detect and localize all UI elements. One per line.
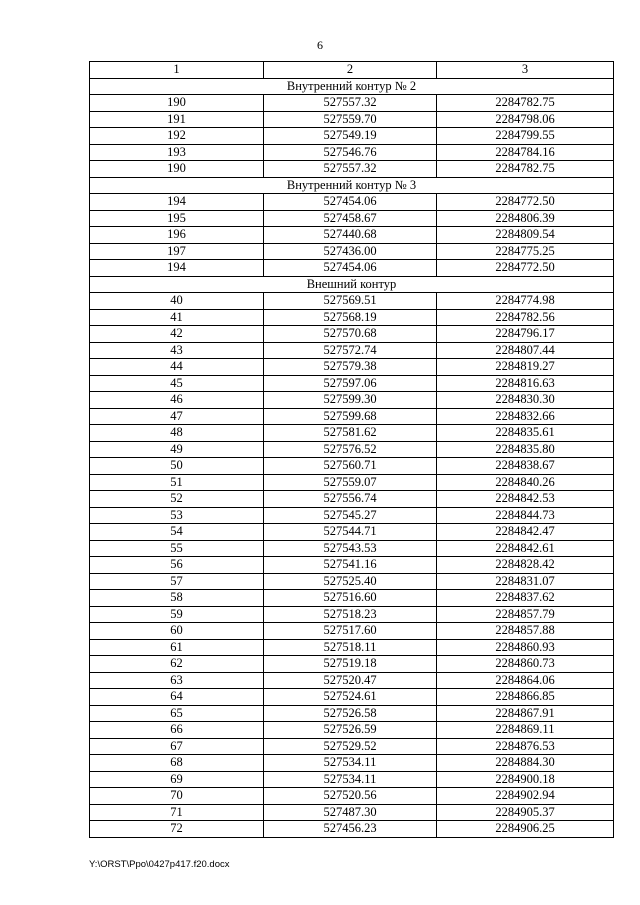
y-coordinate-cell: 2284832.66 — [437, 408, 614, 425]
point-number-cell: 191 — [90, 111, 264, 128]
y-coordinate-cell: 2284782.56 — [437, 309, 614, 326]
y-coordinate-cell: 2284772.50 — [437, 194, 614, 211]
point-number-cell: 69 — [90, 771, 264, 788]
point-number-cell: 55 — [90, 540, 264, 557]
table-row — [90, 441, 614, 458]
x-coordinate-cell: 527516.60 — [264, 590, 437, 607]
y-coordinate-cell: 2284830.30 — [437, 392, 614, 409]
y-coordinate-cell: 2284906.25 — [437, 821, 614, 838]
x-coordinate-cell: 527546.76 — [264, 144, 437, 161]
table-row — [90, 194, 614, 211]
table-row — [90, 540, 614, 557]
table-row — [90, 672, 614, 689]
y-coordinate-cell: 2284799.55 — [437, 128, 614, 145]
table-row — [90, 111, 614, 128]
table-row — [90, 293, 614, 310]
y-coordinate-cell: 2284835.80 — [437, 441, 614, 458]
table-row — [90, 161, 614, 178]
y-coordinate-cell: 2284835.61 — [437, 425, 614, 442]
table-row — [90, 210, 614, 227]
table-row — [90, 606, 614, 623]
x-coordinate-cell: 527534.11 — [264, 755, 437, 772]
point-number-cell: 62 — [90, 656, 264, 673]
point-number-cell: 40 — [90, 293, 264, 310]
table-row — [90, 573, 614, 590]
y-coordinate-cell: 2284840.26 — [437, 474, 614, 491]
point-number-cell: 46 — [90, 392, 264, 409]
table-row — [90, 474, 614, 491]
table-row — [90, 755, 614, 772]
y-coordinate-cell: 2284798.06 — [437, 111, 614, 128]
x-coordinate-cell: 527458.67 — [264, 210, 437, 227]
x-coordinate-cell: 527557.32 — [264, 161, 437, 178]
y-coordinate-cell: 2284876.53 — [437, 738, 614, 755]
point-number-cell: 59 — [90, 606, 264, 623]
x-coordinate-cell: 527529.52 — [264, 738, 437, 755]
y-coordinate-cell: 2284782.75 — [437, 161, 614, 178]
y-coordinate-cell: 2284837.62 — [437, 590, 614, 607]
x-coordinate-cell: 527526.59 — [264, 722, 437, 739]
point-number-cell: 61 — [90, 639, 264, 656]
x-coordinate-cell: 527520.47 — [264, 672, 437, 689]
point-number-cell: 47 — [90, 408, 264, 425]
point-number-cell: 58 — [90, 590, 264, 607]
point-number-cell: 54 — [90, 524, 264, 541]
section-title: Внутренний контур № 3 — [90, 177, 614, 194]
y-coordinate-cell: 2284809.54 — [437, 227, 614, 244]
section-title-row — [90, 177, 614, 194]
table-row — [90, 95, 614, 112]
point-number-cell: 193 — [90, 144, 264, 161]
x-coordinate-cell: 527454.06 — [264, 194, 437, 211]
point-number-cell: 71 — [90, 804, 264, 821]
y-coordinate-cell: 2284828.42 — [437, 557, 614, 574]
point-number-cell: 56 — [90, 557, 264, 574]
point-number-cell: 190 — [90, 95, 264, 112]
y-coordinate-cell: 2284857.88 — [437, 623, 614, 640]
point-number-cell: 72 — [90, 821, 264, 838]
point-number-cell: 44 — [90, 359, 264, 376]
file-path-footer: Y:\ORST\Ppo\0427p417.f20.docx — [89, 859, 230, 870]
point-number-cell: 65 — [90, 705, 264, 722]
y-coordinate-cell: 2284816.63 — [437, 375, 614, 392]
point-number-cell: 197 — [90, 243, 264, 260]
x-coordinate-cell: 527544.71 — [264, 524, 437, 541]
x-coordinate-cell: 527456.23 — [264, 821, 437, 838]
section-title: Внутренний контур № 2 — [90, 78, 614, 95]
y-coordinate-cell: 2284864.06 — [437, 672, 614, 689]
x-coordinate-cell: 527559.07 — [264, 474, 437, 491]
table-row — [90, 375, 614, 392]
x-coordinate-cell: 527570.68 — [264, 326, 437, 343]
header-row — [90, 62, 614, 79]
x-coordinate-cell: 527568.19 — [264, 309, 437, 326]
table-row — [90, 524, 614, 541]
x-coordinate-cell: 527524.61 — [264, 689, 437, 706]
x-coordinate-cell: 527599.30 — [264, 392, 437, 409]
y-coordinate-cell: 2284842.61 — [437, 540, 614, 557]
x-coordinate-cell: 527541.16 — [264, 557, 437, 574]
table-row — [90, 392, 614, 409]
table-row — [90, 689, 614, 706]
y-coordinate-cell: 2284838.67 — [437, 458, 614, 475]
table-row — [90, 342, 614, 359]
table-row — [90, 557, 614, 574]
point-number-cell: 67 — [90, 738, 264, 755]
y-coordinate-cell: 2284819.27 — [437, 359, 614, 376]
x-coordinate-cell: 527576.52 — [264, 441, 437, 458]
point-number-cell: 66 — [90, 722, 264, 739]
y-coordinate-cell: 2284772.50 — [437, 260, 614, 277]
x-coordinate-cell: 527520.56 — [264, 788, 437, 805]
section-title-row — [90, 78, 614, 95]
x-coordinate-cell: 527518.23 — [264, 606, 437, 623]
x-coordinate-cell: 527560.71 — [264, 458, 437, 475]
y-coordinate-cell: 2284774.98 — [437, 293, 614, 310]
table-row — [90, 227, 614, 244]
x-coordinate-cell: 527454.06 — [264, 260, 437, 277]
table-row — [90, 425, 614, 442]
table-row — [90, 128, 614, 145]
point-number-cell: 68 — [90, 755, 264, 772]
x-coordinate-cell: 527440.68 — [264, 227, 437, 244]
table-row — [90, 656, 614, 673]
point-number-cell: 42 — [90, 326, 264, 343]
x-coordinate-cell: 527579.38 — [264, 359, 437, 376]
x-coordinate-cell: 527572.74 — [264, 342, 437, 359]
y-coordinate-cell: 2284796.17 — [437, 326, 614, 343]
x-coordinate-cell: 527525.40 — [264, 573, 437, 590]
point-number-cell: 51 — [90, 474, 264, 491]
table-row — [90, 804, 614, 821]
x-coordinate-cell: 527559.70 — [264, 111, 437, 128]
column-header: 3 — [437, 62, 614, 79]
x-coordinate-cell: 527599.68 — [264, 408, 437, 425]
table-row — [90, 821, 614, 838]
x-coordinate-cell: 527543.53 — [264, 540, 437, 557]
y-coordinate-cell: 2284842.53 — [437, 491, 614, 508]
point-number-cell: 194 — [90, 260, 264, 277]
column-header: 1 — [90, 62, 264, 79]
table-row — [90, 408, 614, 425]
x-coordinate-cell: 527436.00 — [264, 243, 437, 260]
y-coordinate-cell: 2284902.94 — [437, 788, 614, 805]
table-row — [90, 623, 614, 640]
table-row — [90, 507, 614, 524]
y-coordinate-cell: 2284842.47 — [437, 524, 614, 541]
y-coordinate-cell: 2284775.25 — [437, 243, 614, 260]
x-coordinate-cell: 527517.60 — [264, 623, 437, 640]
x-coordinate-cell: 527549.19 — [264, 128, 437, 145]
x-coordinate-cell: 527487.30 — [264, 804, 437, 821]
section-title: Внешний контур — [90, 276, 614, 293]
table-row — [90, 144, 614, 161]
y-coordinate-cell: 2284869.11 — [437, 722, 614, 739]
page-number: 6 — [317, 38, 323, 52]
x-coordinate-cell: 527518.11 — [264, 639, 437, 656]
table-row — [90, 326, 614, 343]
y-coordinate-cell: 2284905.37 — [437, 804, 614, 821]
table-row — [90, 788, 614, 805]
point-number-cell: 196 — [90, 227, 264, 244]
point-number-cell: 48 — [90, 425, 264, 442]
section-title-row — [90, 276, 614, 293]
y-coordinate-cell: 2284844.73 — [437, 507, 614, 524]
table-row — [90, 491, 614, 508]
table-row — [90, 771, 614, 788]
table-row — [90, 243, 614, 260]
x-coordinate-cell: 527557.32 — [264, 95, 437, 112]
table-row — [90, 639, 614, 656]
point-number-cell: 57 — [90, 573, 264, 590]
table-row — [90, 260, 614, 277]
point-number-cell: 45 — [90, 375, 264, 392]
x-coordinate-cell: 527581.62 — [264, 425, 437, 442]
y-coordinate-cell: 2284831.07 — [437, 573, 614, 590]
point-number-cell: 194 — [90, 194, 264, 211]
x-coordinate-cell: 527556.74 — [264, 491, 437, 508]
table-row — [90, 359, 614, 376]
point-number-cell: 53 — [90, 507, 264, 524]
y-coordinate-cell: 2284867.91 — [437, 705, 614, 722]
x-coordinate-cell: 527597.06 — [264, 375, 437, 392]
y-coordinate-cell: 2284784.16 — [437, 144, 614, 161]
y-coordinate-cell: 2284884.30 — [437, 755, 614, 772]
y-coordinate-cell: 2284807.44 — [437, 342, 614, 359]
y-coordinate-cell: 2284860.73 — [437, 656, 614, 673]
y-coordinate-cell: 2284860.93 — [437, 639, 614, 656]
y-coordinate-cell: 2284866.85 — [437, 689, 614, 706]
x-coordinate-cell: 527519.18 — [264, 656, 437, 673]
x-coordinate-cell: 527526.58 — [264, 705, 437, 722]
table-row — [90, 590, 614, 607]
point-number-cell: 192 — [90, 128, 264, 145]
point-number-cell: 49 — [90, 441, 264, 458]
table-row — [90, 722, 614, 739]
y-coordinate-cell: 2284857.79 — [437, 606, 614, 623]
column-header: 2 — [264, 62, 437, 79]
point-number-cell: 43 — [90, 342, 264, 359]
y-coordinate-cell: 2284806.39 — [437, 210, 614, 227]
table-row — [90, 738, 614, 755]
y-coordinate-cell: 2284900.18 — [437, 771, 614, 788]
point-number-cell: 64 — [90, 689, 264, 706]
table-row — [90, 309, 614, 326]
table-row — [90, 458, 614, 475]
point-number-cell: 50 — [90, 458, 264, 475]
table-row — [90, 705, 614, 722]
point-number-cell: 52 — [90, 491, 264, 508]
x-coordinate-cell: 527545.27 — [264, 507, 437, 524]
coordinates-table — [89, 61, 614, 838]
point-number-cell: 70 — [90, 788, 264, 805]
x-coordinate-cell: 527569.51 — [264, 293, 437, 310]
point-number-cell: 190 — [90, 161, 264, 178]
point-number-cell: 41 — [90, 309, 264, 326]
x-coordinate-cell: 527534.11 — [264, 771, 437, 788]
point-number-cell: 195 — [90, 210, 264, 227]
point-number-cell: 60 — [90, 623, 264, 640]
y-coordinate-cell: 2284782.75 — [437, 95, 614, 112]
point-number-cell: 63 — [90, 672, 264, 689]
